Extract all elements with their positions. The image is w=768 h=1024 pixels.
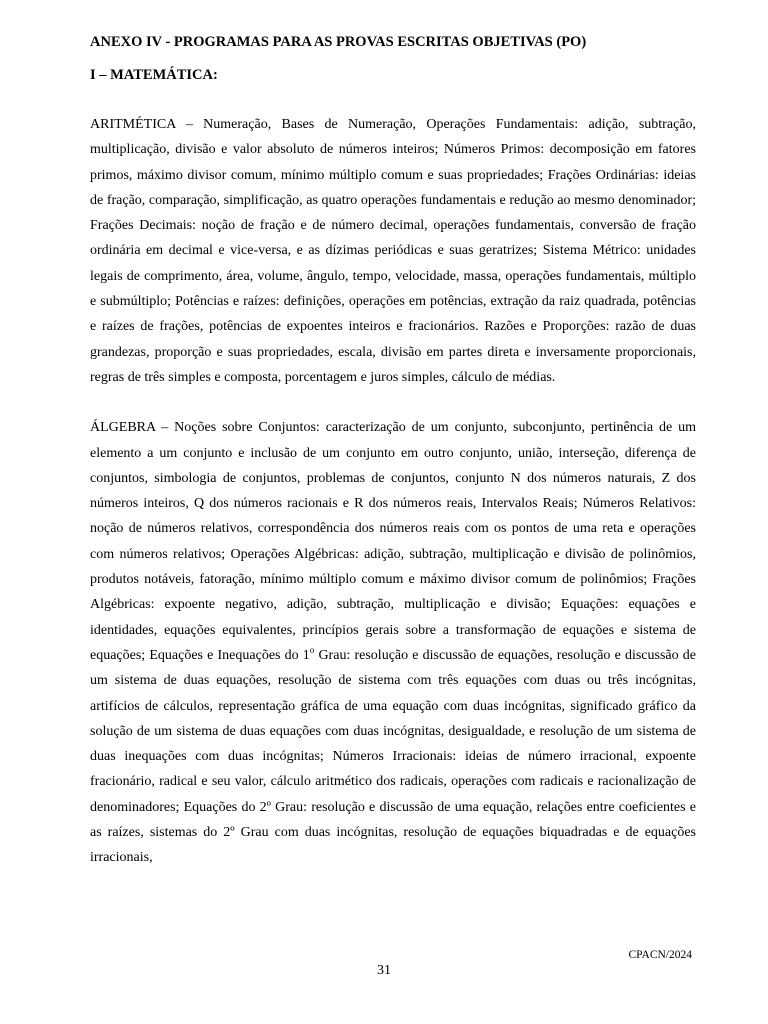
paragraph-algebra	[90, 415, 696, 870]
document-page	[90, 28, 696, 871]
paragraph-arithmetic: ARITMÉTICA – Numeração, Bases de Numeração, Operações Fundamentais: adição, subtração, multiplicação, divisão e valor absoluto de números inteiros; Números Primos: decomposição em fatores primos, máximo divisor comum, mínimo múltiplo comum e suas propriedades; Frações Ordinárias: ideias de fração, comparação, simplificação, as quatro operações fundamentais e redução ao mesmo denominador; Frações Decimais: noção de fração e de número decimal, operações fundamentais, conversão de fração ordinária em decimal e vice-versa, e as dízimas periódicas e suas geratrizes; Sistema Métrico: unidades legais de comprimento, área, volume, ângulo, tempo, velocidade, massa, operações fundamentais, múltiplo e submúltiplo; Potências e raízes: definições, operações em potências, extração da raiz quadrada, potências e raízes de frações, potências de expoentes inteiros e fracionários. Razões e Proporções: razão de duas grandezas, proporção e suas propriedades, escala, divisão em partes direta e inversamente proporcionais, regras de três simples e composta, porcentagem e juros simples, cálculo de médias.	[90, 117, 696, 385]
page-number: 31	[377, 963, 391, 978]
annex-title: ANEXO IV - PROGRAMAS PARA AS PROVAS ESCRITAS OBJETIVAS (PO)	[90, 34, 587, 50]
algebra-text-part1: ÁLGEBRA – Noções sobre Conjuntos: caracterização de um conjunto, subconjunto, pertinência de um elemento a um conjunto e inclusão de um conjunto em outro conjunto, união, interseção, diferença de conjuntos, simbologia de conjuntos, problemas de conjuntos, conjunto N dos números naturais, Z dos números inteiros, Q dos números racionais e R dos números reais, Intervalos Reais; Números Relativos: noção de números relativos, correspondência dos números reais com os pontos de uma reta e operações com números relativos; Operações Algébricas: adição, subtração, multiplicação e divisão de polinômios, produtos notáveis, fatoração, mínimo múltiplo comum e máximo divisor comum de polinômios; Frações Algébricas: expoente negativo, adição, subtração, multiplicação e divisão; Equações: equações e identidades, equações equivalentes, princípios gerais sobre a transformação de equações e sistema de equações; Equações e Inequações do 1	[90, 420, 696, 663]
degree-superscript: o	[309, 644, 315, 655]
footer-organization: CPACN/2024	[628, 949, 692, 961]
algebra-text-part2: Grau: resolução e discussão de equações, resolução e discussão de um sistema de duas equações, resolução de sistema com três equações com duas ou três incógnitas, artifícios de cálculos, representação gráfica de uma equação com duas incógnitas, significado gráfico da solução de um sistema de duas equações com duas incógnitas, desigualdade, e resolução de um sistema de duas inequações com duas incógnitas; Números Irracionais: ideias de número irracional, expoente fracionário, radical e seu valor, cálculo aritmético dos radicais, operações com radicais e racionalização de denominadores; Equações do 2º Grau: resolução e discussão de uma equação, relações entre coeficientes e as raízes, sistemas do 2º Grau com duas incógnitas, resolução de equações biquadradas e de equações irracionais,	[90, 647, 696, 866]
section-title: I – MATEMÁTICA:	[90, 67, 218, 83]
